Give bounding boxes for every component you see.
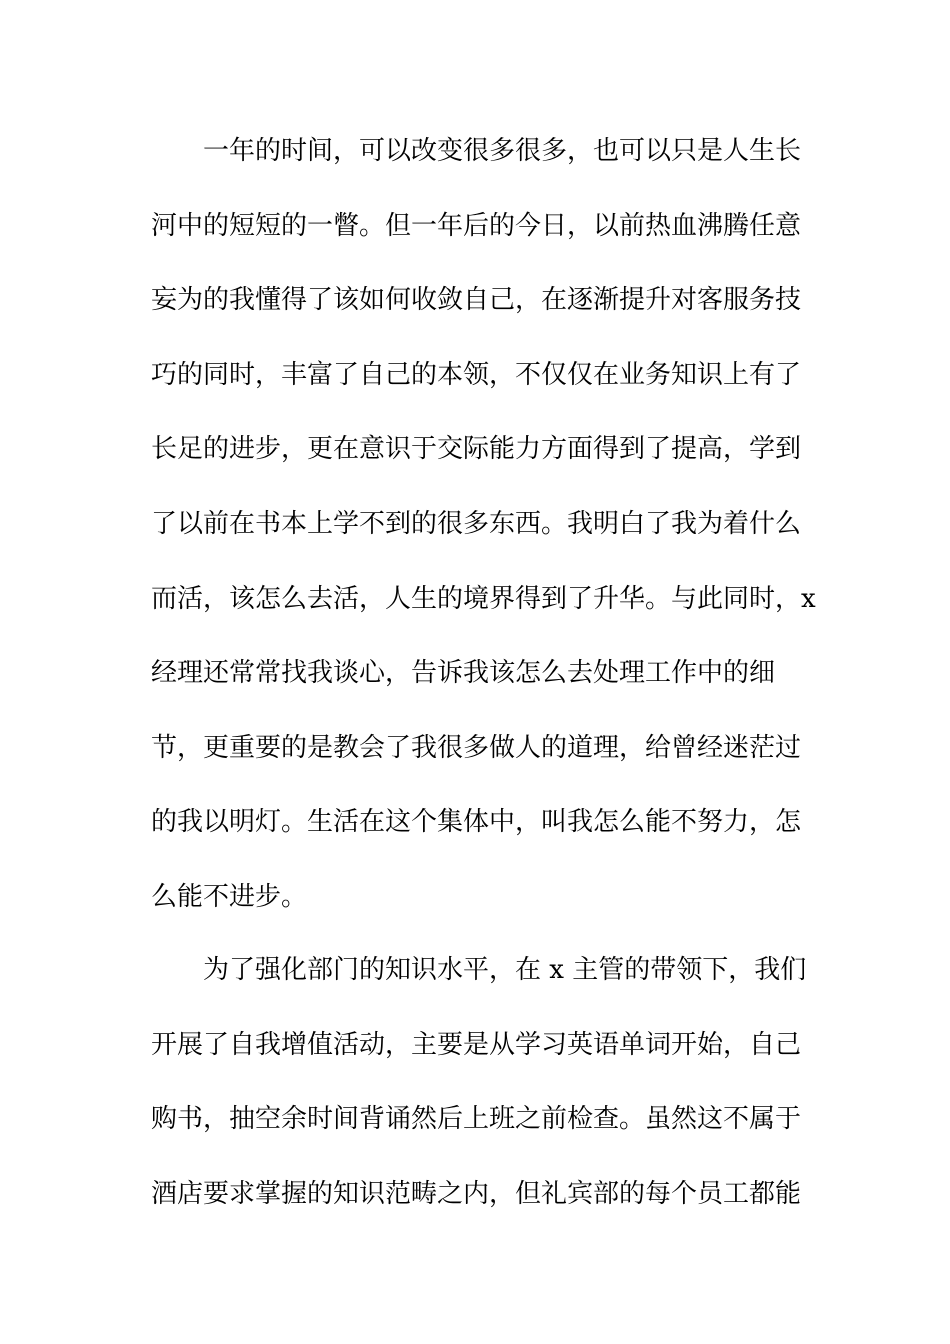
text-line: 开展了自我增值活动，主要是从学习英语单词开始，自己	[151, 1029, 802, 1060]
text-line: 节，更重要的是教会了我很多做人的道理，给曾经迷茫过	[151, 732, 802, 763]
text-line: 长足的进步，更在意识于交际能力方面得到了提高，学到	[151, 434, 802, 465]
text-line: 经理还常常找我谈心，告诉我该怎么去处理工作中的细	[151, 658, 776, 689]
text-line: 一年的时间，可以改变很多很多，也可以只是人生长	[151, 136, 802, 166]
text-line: 么能不进步。	[151, 881, 308, 912]
text-line: 而活，该怎么去活，人生的境界得到了升华。与此同时，x	[151, 583, 816, 614]
text-line: 购书，抽空余时间背诵然后上班之前检查。虽然这不属于	[151, 1104, 802, 1135]
text-line: 的我以明灯。生活在这个集体中，叫我怎么能不努力，怎	[151, 807, 802, 838]
text-line: 巧的同时，丰富了自己的本领，不仅仅在业务知识上有了	[151, 359, 802, 390]
paragraph-1	[151, 136, 816, 957]
text-line: 河中的短短的一瞥。但一年后的今日，以前热血沸腾任意	[151, 210, 802, 241]
text-line: 酒店要求掌握的知识范畴之内，但礼宾部的每个员工都能	[151, 1178, 802, 1209]
text-line: 妄为的我懂得了该如何收敛自己，在逐渐提升对客服务技	[151, 285, 802, 316]
text-line: 了以前在书本上学不到的很多东西。我明白了我为着什么	[151, 508, 802, 539]
text-line: 为了强化部门的知识水平，在 x 主管的带领下，我们	[151, 955, 807, 985]
paragraph-2	[151, 955, 811, 1253]
